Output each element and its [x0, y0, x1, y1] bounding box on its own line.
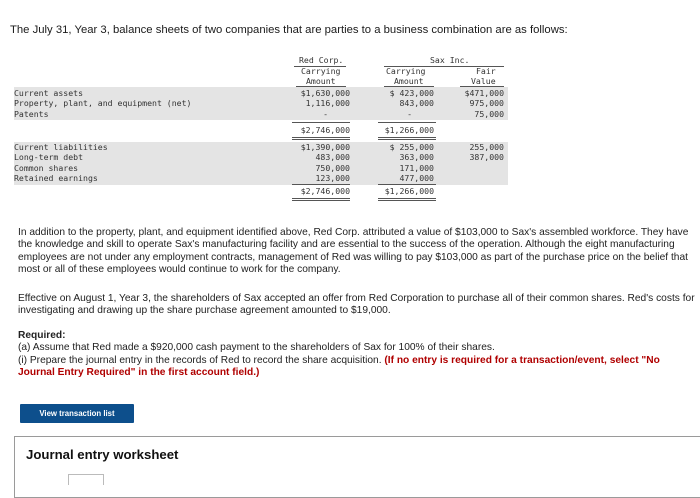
journal-worksheet-panel: [14, 436, 700, 498]
value-label: Value: [471, 76, 496, 86]
red-amount-label: Amount: [306, 76, 336, 86]
assets-double-rule-red: [292, 137, 350, 140]
intro-text: The July 31, Year 3, balance sheets of two companies that are parties to a business combination are as follows:: [10, 24, 568, 36]
journal-worksheet-title: Journal entry worksheet: [26, 447, 179, 462]
requirement-i-note: (If no entry is required for a transaction/event, select "No Journal Entry Required" in the first account field.): [18, 354, 660, 378]
liab-double-rule-sax: [378, 198, 436, 201]
fair-col-rule: [460, 86, 504, 87]
sax-amount-label: Amount: [394, 76, 424, 86]
required-label: Required:: [18, 330, 66, 341]
required-section: [18, 330, 698, 379]
paragraph-workforce: In addition to the property, plant, and equipment identified above, Red Corp. attributed a value of $103,000 to Sax's assembled workforce. They have the knowledge and skill to operate Sax's manufacturing facility and are essential to the success of the operation. Although the eight manufacturing employees are not under any employment contracts, management of Red was willing to pay $103,000 as part of the purchase price on the belief that most or all of these employees would continue to work for the company.: [18, 227, 689, 275]
view-transaction-list-button[interactable]: View transaction list: [20, 404, 134, 423]
assets-total-rule-sax: [378, 122, 436, 123]
liab-total-rule-red: [292, 184, 350, 185]
requirement-i: [18, 355, 698, 380]
requirement-a: (a) Assume that Red made a $920,000 cash payment to the shareholders of Sax for 100% of their shares.: [18, 342, 495, 354]
liab-total-rule-sax: [378, 184, 436, 185]
assets-double-rule-sax: [378, 137, 436, 140]
red-carrying-label: Carrying: [301, 66, 341, 76]
red-col-rule: [296, 86, 346, 87]
liab-double-rule-red: [292, 198, 350, 201]
sax-carrying-label: Carrying: [386, 66, 426, 76]
paragraph-offer: Effective on August 1, Year 3, the shareholders of Sax accepted an offer from Red Corporation to purchase all of their common shares. Red's costs for investigating and drawing up the share purchase agreement amounted to $19,000.: [18, 293, 695, 317]
assets-total-rule-red: [292, 122, 350, 123]
red-header: Red Corp.: [299, 55, 344, 65]
sax-col-rule: [384, 86, 434, 87]
requirement-i-text: (i) Prepare the journal entry in the records of Red to record the share acquisition.: [18, 354, 382, 366]
sax-header: Sax Inc.: [430, 55, 470, 65]
fair-label: Fair: [476, 66, 496, 76]
